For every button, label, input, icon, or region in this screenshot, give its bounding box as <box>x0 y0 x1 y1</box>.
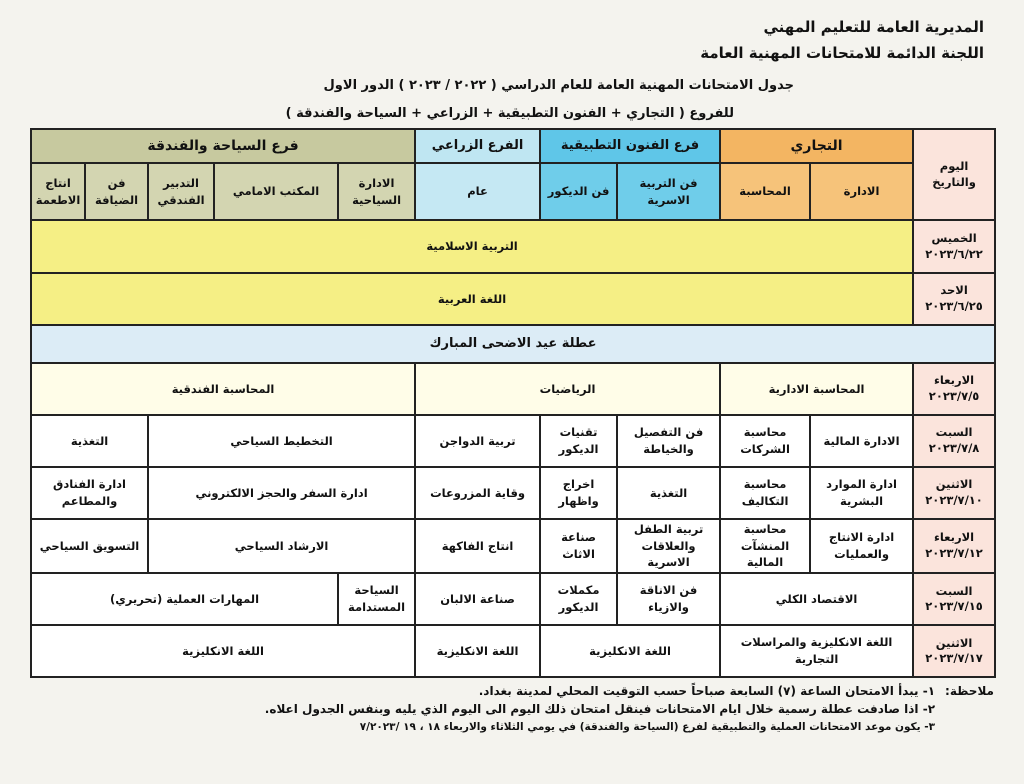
subject-arabic: اللغة العربية <box>31 273 913 325</box>
cell-t2: ادارة الفنادق والمطاعم <box>31 467 148 519</box>
cell-c1: الادارة المالية <box>810 415 913 467</box>
note-1: ١- يبدأ الامتحان الساعة (٧) السابعة صباحاً حسب التوقيت المحلي لمدينة بغداد. <box>478 684 936 698</box>
sub-tourism-admin: الادارة السياحية <box>338 163 415 220</box>
branches-subtitle: للفروع ( التجاري + الفنون التطبيقية + الزراعي + السياحة والفندقة ) <box>285 106 734 121</box>
table-row <box>31 625 995 677</box>
table-row <box>31 415 995 467</box>
cell-tourism: اللغة الانكليزية <box>31 625 415 677</box>
sub-general: عام <box>415 163 540 220</box>
sub-front-office: المكتب الامامي <box>214 163 338 220</box>
cell-agr: اللغة الانكليزية <box>415 625 540 677</box>
group-tourism: فرع السياحة والفندقة <box>31 129 415 163</box>
note-2: ٢- اذا صادفت عطلة رسمية خلال ايام الامتحانات فينقل امتحان ذلك اليوم الى اليوم الذي يليه وبنفس الجدول اعلاه. <box>264 702 936 716</box>
holiday-label: عطلة عيد الاضحى المبارك <box>31 325 995 363</box>
cell-a2: تقنيات الديكور <box>540 415 617 467</box>
cell-a1: تربية الطفل والعلاقات الاسرية <box>617 519 720 573</box>
sub-family-education: فن التربية الاسرية <box>617 163 720 220</box>
cell-agr: وقاية المزروعات <box>415 467 540 519</box>
day-date-cell: السبت ٢٠٢٣/٧/١٥ <box>913 573 995 625</box>
cell-t2: المهارات العملية (تحريري) <box>31 573 338 625</box>
cell-t1: التخطيط السياحي <box>148 415 415 467</box>
day-date-cell: الخميس ٢٠٢٣/٦/٢٢ <box>913 220 995 273</box>
notes-label: ملاحظة: <box>945 684 994 698</box>
sub-management: الادارة <box>810 163 913 220</box>
group-agriculture: الفرع الزراعي <box>415 129 540 163</box>
cell-a1: فن الاناقة والازياء <box>617 573 720 625</box>
cell-agr: انتاج الفاكهة <box>415 519 540 573</box>
note-3: ٣- يكون موعد الامتحانات العملية والتطبيقية لفرع (السياحة والفندقة) في يومي الثلاثاء والاربعاء ١٨ ، ١٩ /٧/٢٠٢٣ <box>359 721 936 733</box>
day-date-cell: الاربعاء ٢٠٢٣/٧/١٢ <box>913 519 995 573</box>
directorate-title: المديرية العامة للتعليم المهني <box>763 18 984 36</box>
cell-tourism: المحاسبة الفندقية <box>31 363 415 415</box>
cell-c2: محاسبة الشركات <box>720 415 810 467</box>
sub-accounting: المحاسبة <box>720 163 810 220</box>
table-row <box>31 220 995 273</box>
holiday-row <box>31 325 995 363</box>
table-row <box>31 363 995 415</box>
cell-commercial: الاقتصاد الكلي <box>720 573 913 625</box>
cell-a1: التغذية <box>617 467 720 519</box>
table-row <box>31 519 995 573</box>
cell-a2: مكملات الديكور <box>540 573 617 625</box>
sub-food-production: انتاج الاطعمة <box>31 163 85 220</box>
cell-c2: محاسبة المنشآت المالية <box>720 519 810 573</box>
day-date-cell: السبت ٢٠٢٣/٧/٨ <box>913 415 995 467</box>
notes-block <box>30 682 994 736</box>
cell-agr: تربية الدواجن <box>415 415 540 467</box>
cell-c2: محاسبة التكاليف <box>720 467 810 519</box>
cell-a2: صناعة الاثاث <box>540 519 617 573</box>
cell-commercial: المحاسبة الادارية <box>720 363 913 415</box>
header-day-date: اليوم والتاريخ <box>913 129 995 220</box>
exam-schedule-table <box>30 128 996 678</box>
cell-c1: ادارة الانتاج والعمليات <box>810 519 913 573</box>
cell-arts: اللغة الانكليزية <box>540 625 720 677</box>
day-date-cell: الاربعاء ٢٠٢٣/٧/٥ <box>913 363 995 415</box>
schedule-title: جدول الامتحانات المهنية العامة للعام الدراسي ( ٢٠٢٢ / ٢٠٢٣ ) الدور الاول <box>323 78 794 93</box>
cell-c1: ادارة الموارد البشرية <box>810 467 913 519</box>
cell-commercial: اللغة الانكليزية والمراسلات التجارية <box>720 625 913 677</box>
cell-t2: التغذية <box>31 415 148 467</box>
cell-a1: فن التفصيل والخياطة <box>617 415 720 467</box>
day-date-cell: الاحد ٢٠٢٣/٦/٢٥ <box>913 273 995 325</box>
cell-t2: التسويق السياحي <box>31 519 148 573</box>
cell-arts-agriculture: الرياضيات <box>415 363 720 415</box>
cell-t1: السياحة المستدامة <box>338 573 415 625</box>
group-applied-arts: فرع الفنون التطبيقية <box>540 129 720 163</box>
cell-agr: صناعة الالبان <box>415 573 540 625</box>
table-row <box>31 573 995 625</box>
cell-t1: ادارة السفر والحجز الالكتروني <box>148 467 415 519</box>
cell-a2: اخراج واظهار <box>540 467 617 519</box>
day-date-cell: الاثنين ٢٠٢٣/٧/١٠ <box>913 467 995 519</box>
table-row <box>31 467 995 519</box>
cell-t1: الارشاد السياحي <box>148 519 415 573</box>
day-date-cell: الاثنين ٢٠٢٣/٧/١٧ <box>913 625 995 677</box>
group-commercial: التجاري <box>720 129 913 163</box>
sub-decor-art: فن الديكور <box>540 163 617 220</box>
committee-title: اللجنة الدائمة للامتحانات المهنية العامة <box>700 44 984 62</box>
sub-hospitality: فن الضيافة <box>85 163 148 220</box>
table-row <box>31 273 995 325</box>
sub-hotel-management: التدبير الفندقي <box>148 163 214 220</box>
subject-islamic: التربية الاسلامية <box>31 220 913 273</box>
